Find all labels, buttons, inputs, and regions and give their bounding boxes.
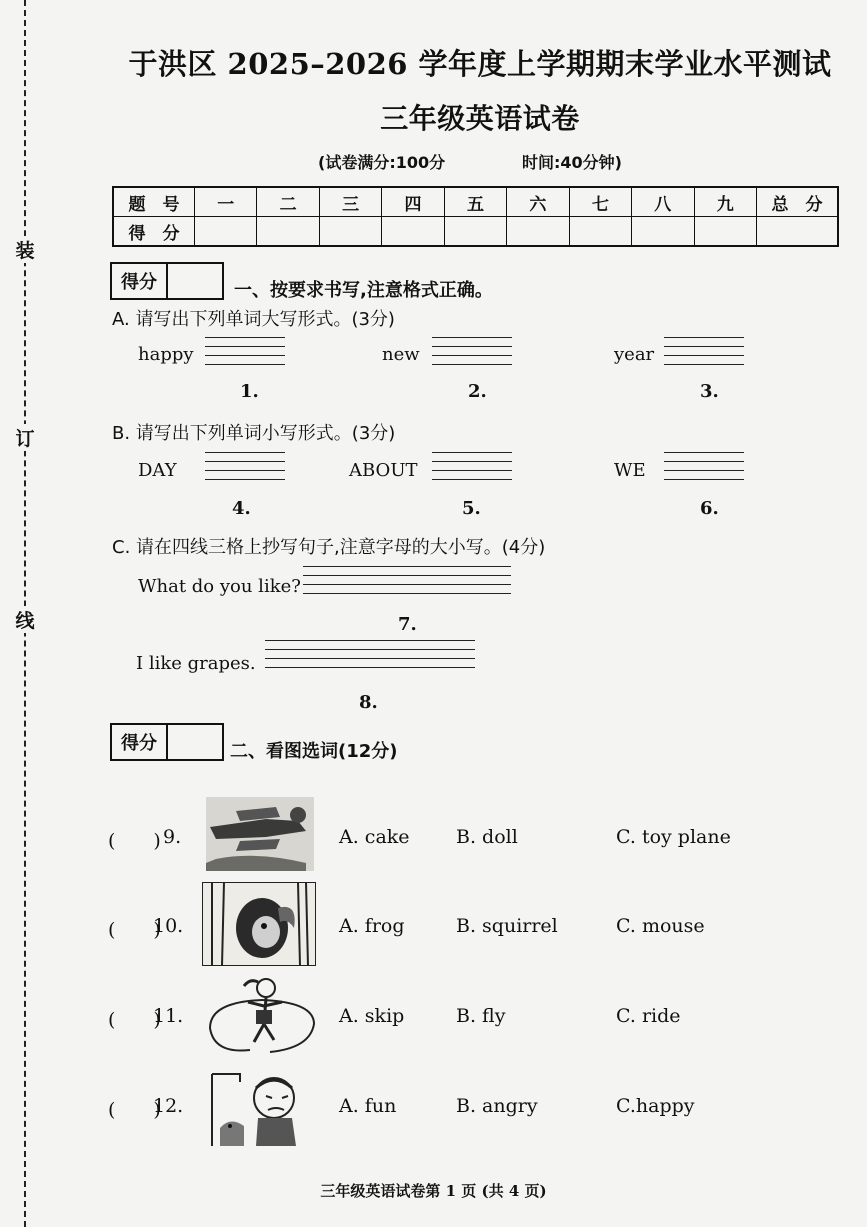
- answer-paren-11[interactable]: ( ): [108, 1009, 161, 1031]
- word-year: year: [614, 344, 655, 365]
- item-number-8: 8.: [359, 692, 378, 713]
- score-table-score-label: 得 分: [113, 217, 195, 247]
- item-number-3: 3.: [700, 381, 719, 402]
- option-10-b[interactable]: B. squirrel: [456, 915, 558, 937]
- binding-char-xian: 线: [12, 606, 38, 633]
- four-line-grid-4[interactable]: [205, 452, 285, 488]
- squirrel-picture: [202, 882, 316, 966]
- part-b-instruction: B. 请写出下列单词小写形式。(3分): [112, 423, 396, 444]
- item-number-1: 1.: [240, 381, 259, 402]
- option-12-c[interactable]: C.happy: [616, 1095, 695, 1117]
- question-number-9: 9.: [163, 826, 182, 848]
- score-table-col: 五: [444, 187, 506, 217]
- score-table-header-label: 题 号: [113, 187, 195, 217]
- score-cell[interactable]: [444, 217, 506, 247]
- score-cell[interactable]: [319, 217, 381, 247]
- answer-paren-12[interactable]: ( ): [108, 1099, 161, 1121]
- item-number-6: 6.: [700, 498, 719, 519]
- option-11-b[interactable]: B. fly: [456, 1005, 506, 1027]
- question-number-10: 10.: [153, 915, 184, 937]
- four-line-grid-3[interactable]: [664, 337, 744, 373]
- four-line-grid-6[interactable]: [664, 452, 744, 488]
- score-cell[interactable]: [694, 217, 757, 247]
- section2-title: 二、看图选词(12分): [230, 741, 398, 762]
- score-table: [112, 186, 839, 247]
- four-line-grid-5[interactable]: [432, 452, 512, 488]
- section1-title: 一、按要求书写,注意格式正确。: [234, 280, 493, 301]
- four-line-grid-1[interactable]: [205, 337, 285, 373]
- option-12-b[interactable]: B. angry: [456, 1095, 538, 1117]
- word-day: DAY: [138, 460, 177, 481]
- exam-subtitle: 三年级英语试卷: [380, 102, 580, 135]
- option-9-a[interactable]: A. cake: [339, 826, 410, 848]
- time-text: 时间:40分钟): [522, 153, 622, 172]
- section2-score-box: [110, 723, 224, 761]
- sentence-i-like-grapes: I like grapes.: [136, 653, 256, 674]
- score-cell[interactable]: [382, 217, 444, 247]
- item-number-5: 5.: [462, 498, 481, 519]
- answer-paren-9[interactable]: ( ): [108, 830, 161, 852]
- option-12-a[interactable]: A. fun: [339, 1095, 397, 1117]
- section1-score-box: [110, 262, 224, 300]
- score-table-header-row: [113, 187, 838, 217]
- score-cell[interactable]: [507, 217, 569, 247]
- answer-paren-10[interactable]: ( ): [108, 919, 161, 941]
- score-table-col: 三: [319, 187, 381, 217]
- section2-score-label: 得分: [112, 725, 168, 759]
- four-line-grid-7[interactable]: [303, 566, 511, 602]
- word-about: ABOUT: [349, 460, 418, 481]
- skip-picture: [204, 972, 320, 1062]
- section1-score-input[interactable]: [168, 264, 222, 298]
- score-cell[interactable]: [632, 217, 694, 247]
- angry-boy-picture: [200, 1070, 312, 1150]
- score-cell[interactable]: [569, 217, 631, 247]
- score-table-col: 二: [257, 187, 319, 217]
- option-11-c[interactable]: C. ride: [616, 1005, 681, 1027]
- four-line-grid-8[interactable]: [265, 640, 475, 676]
- score-table-col: 八: [632, 187, 694, 217]
- exam-title: 于洪区 2025–2026 学年度上学期期末学业水平测试: [128, 47, 832, 81]
- score-table-col: 一: [195, 187, 257, 217]
- part-c-instruction: C. 请在四线三格上抄写句子,注意字母的大小写。(4分): [112, 537, 546, 558]
- four-line-grid-2[interactable]: [432, 337, 512, 373]
- score-table-col-total: 总 分: [757, 187, 839, 217]
- section1-score-label: 得分: [112, 264, 168, 298]
- toy-plane-picture: [206, 797, 314, 871]
- score-table-col: 九: [694, 187, 757, 217]
- score-table-col: 四: [382, 187, 444, 217]
- item-number-2: 2.: [468, 381, 487, 402]
- option-11-a[interactable]: A. skip: [339, 1005, 405, 1027]
- option-9-b[interactable]: B. doll: [456, 826, 518, 848]
- section2-score-input[interactable]: [168, 725, 222, 759]
- part-a-instruction: A. 请写出下列单词大写形式。(3分): [112, 309, 395, 330]
- question-number-11: 11.: [153, 1005, 184, 1027]
- binding-char-ding: 订: [12, 424, 38, 451]
- word-we: WE: [614, 460, 646, 481]
- word-new: new: [382, 344, 420, 365]
- question-number-12: 12.: [153, 1095, 184, 1117]
- score-table-score-row: [113, 217, 838, 247]
- binding-char-zhuang: 装: [12, 236, 38, 263]
- option-10-c[interactable]: C. mouse: [616, 915, 705, 937]
- full-score-text: (试卷满分:100分: [318, 153, 446, 172]
- option-10-a[interactable]: A. frog: [339, 915, 405, 937]
- score-table-col: 六: [507, 187, 569, 217]
- item-number-4: 4.: [232, 498, 251, 519]
- score-cell[interactable]: [195, 217, 257, 247]
- word-happy: happy: [138, 344, 194, 365]
- page-footer: 三年级英语试卷第 1 页 (共 4 页): [320, 1182, 547, 1200]
- score-cell[interactable]: [757, 217, 839, 247]
- score-cell[interactable]: [257, 217, 319, 247]
- item-number-7: 7.: [398, 614, 417, 635]
- sentence-what-do-you-like: What do you like?: [138, 576, 301, 597]
- option-9-c[interactable]: C. toy plane: [616, 826, 731, 848]
- score-table-col: 七: [569, 187, 631, 217]
